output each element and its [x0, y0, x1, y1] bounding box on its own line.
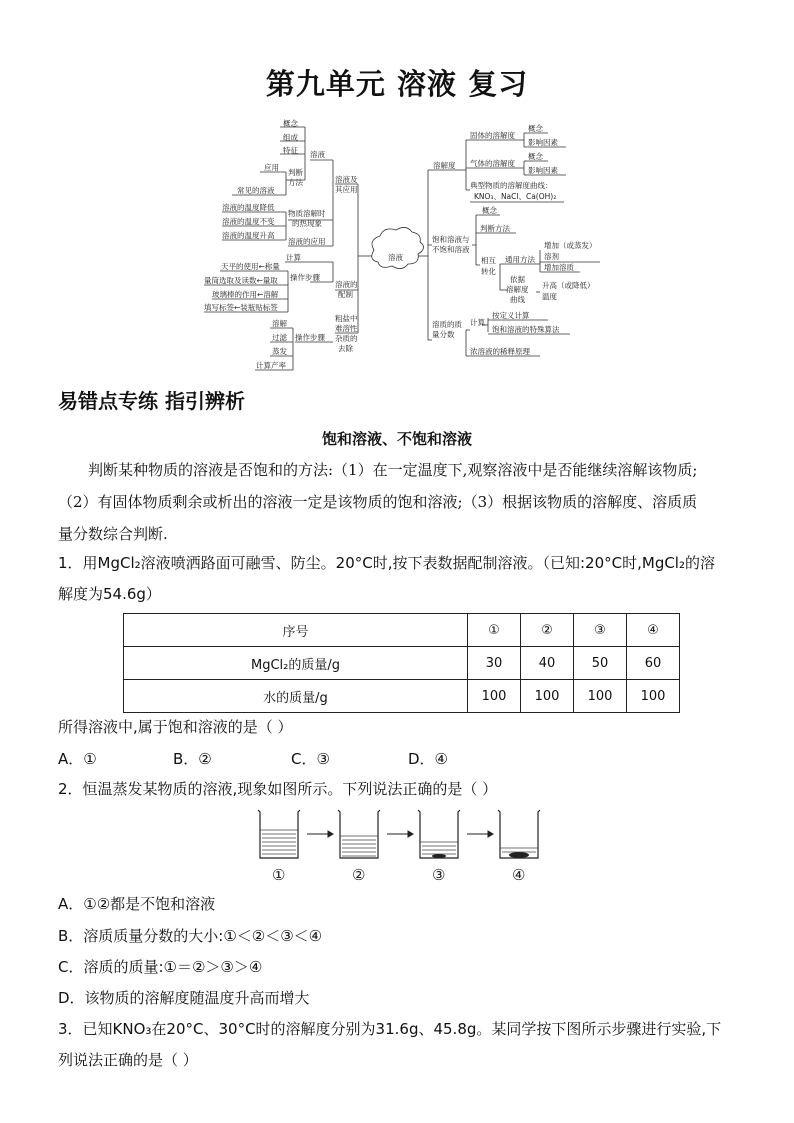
table-row — [124, 680, 680, 713]
crystal-deposit — [509, 852, 529, 858]
mindmap-node-label: 计算 — [286, 253, 301, 262]
q3-stem-line-1: 3．已知KNO₃在20°C、30°C时的溶解度分别为31.6g、45.8g。某同学按下图所示步骤进行实验,下 — [58, 1020, 722, 1038]
table-cell: 30 — [468, 647, 521, 680]
mindmap-node-label: 蒸发 — [272, 347, 287, 356]
concept-mind-map — [0, 110, 794, 380]
table-cell: 100 — [521, 680, 574, 713]
q2-stem: 2．恒温蒸发某物质的溶液,现象如图所示。下列说法正确的是（ ） — [58, 780, 498, 798]
mindmap-node-label: 通用方法 — [505, 255, 535, 264]
mindmap-node-label: 其应用 — [335, 185, 358, 194]
table-cell: 60 — [627, 647, 680, 680]
mindmap-node-label: 转化 — [481, 267, 496, 276]
mindmap-node-label: 相互 — [481, 256, 496, 265]
table-cell: ① — [468, 614, 521, 647]
mindmap-node-label: 组成 — [283, 133, 298, 142]
mindmap-node-label: 溶液的应用 — [288, 237, 326, 246]
beaker-label: ③ — [432, 866, 446, 884]
mindmap-node-label: 溶液的温度升高 — [222, 231, 275, 240]
q1-stem-line-1: 1．用MgCl₂溶液喷洒路面可融雪、防尘。20°C时,按下表数据配制溶液。（已知:20°C时,MgCl₂的溶 — [58, 554, 715, 572]
mindmap-node-label: 溶液的 — [335, 280, 358, 289]
mindmap-node-label: 不饱和溶液 — [432, 245, 470, 254]
mindmap-node-label: 物质溶解时 — [288, 209, 326, 218]
q1-stem-line-2: 解度为54.6g） — [58, 585, 161, 603]
mindmap-node-label: 杂质的 — [335, 334, 358, 343]
mindmap-node-label: 饱和溶液与 — [432, 235, 470, 244]
mindmap-node-label: 难溶性 — [335, 324, 358, 333]
mindmap-node-label: KNO₃、NaCl、Ca(OH)₂ — [474, 192, 557, 201]
table-cell: 100 — [627, 680, 680, 713]
mindmap-node-label: 操作步骤 — [290, 273, 320, 282]
mindmap-node-label: 曲线 — [510, 295, 525, 304]
mindmap-node-label: 概念 — [482, 206, 497, 215]
q1-option-d: D．④ — [408, 750, 448, 768]
crystal-deposit — [432, 854, 446, 858]
mindmap-node-label: 填写标签←装瓶贴标签 — [204, 303, 278, 312]
table-row — [124, 614, 680, 647]
mindmap-node-label: 溶解 — [272, 319, 287, 328]
intro-line-3: 量分数综合判断. — [58, 525, 168, 543]
mindmap-node-label: 量筒选取及读数←量取 — [204, 276, 278, 285]
mindmap-node-label: 玻璃棒的作用←溶解 — [212, 290, 279, 299]
page-title: 第九单元 溶液 复习 — [265, 67, 529, 101]
mindmap-node-label: 判断 — [288, 168, 303, 177]
beaker-2 — [338, 810, 380, 858]
mindmap-node-label: 典型物质的溶解度曲线： — [470, 181, 553, 190]
beaker-label: ④ — [512, 866, 526, 884]
q2-option-d: D．该物质的溶解度随温度升高而增大 — [58, 989, 310, 1007]
table-cell: ④ — [627, 614, 680, 647]
mindmap-node-label: 溶解度 — [433, 161, 456, 170]
mindmap-node-label: 计算产率 — [256, 361, 286, 370]
q1-option-b: B．② — [173, 750, 212, 768]
beaker-3 — [418, 810, 460, 858]
q1-data-table — [123, 613, 680, 713]
mindmap-node-label: 影响因素 — [528, 166, 558, 175]
table-cell: ② — [521, 614, 574, 647]
mindmap-node-label: 溶质的质 — [432, 320, 462, 329]
sub-heading: 饱和溶液、不饱和溶液 — [321, 430, 472, 448]
mindmap-node-label: 影响因素 — [528, 138, 558, 147]
mindmap-node-label: 增加溶质 — [544, 263, 574, 272]
beaker-4 — [498, 810, 540, 858]
mindmap-node-label: 溶解度 — [506, 285, 529, 294]
mindmap-node-label: 计算 — [470, 318, 485, 327]
q1-question: 所得溶液中,属于饱和溶液的是（ ） — [58, 718, 293, 736]
mindmap-node-label: 溶液的温度降低 — [222, 203, 275, 212]
table-cell: 100 — [468, 680, 521, 713]
beaker-label: ① — [272, 866, 286, 884]
mindmap-node-label: 概念 — [528, 152, 543, 161]
q1-option-a: A．① — [58, 750, 97, 768]
intro-line-1: 判断某种物质的溶液是否饱和的方法:（1）在一定温度下,观察溶液中是否能继续溶解该物质; — [88, 461, 698, 479]
center-label: 溶液 — [388, 253, 403, 262]
mindmap-node-label: 应用 — [264, 163, 279, 172]
intro-line-2: （2）有固体物质剩余或析出的溶液一定是该物质的饱和溶液;（3）根据该物质的溶解度、溶质质 — [58, 493, 698, 511]
mindmap-node-label: 过滤 — [272, 333, 287, 342]
mindmap-node-label: 量分数 — [432, 330, 455, 339]
mindmap-node-label: 气体的溶解度 — [470, 159, 515, 168]
mindmap-node-label: 依据 — [510, 275, 525, 284]
mindmap-node-label: 增加（或蒸发） — [544, 241, 597, 250]
mindmap-node-label: 方法 — [288, 178, 303, 187]
table-cell: ③ — [574, 614, 627, 647]
mindmap-node-label: 升高（或降低） — [542, 281, 595, 290]
table-cell: 序号 — [124, 614, 468, 647]
table-cell: 40 — [521, 647, 574, 680]
mindmap-node-label: 去除 — [338, 344, 353, 353]
beaker-evaporation-figure — [250, 808, 550, 888]
table-cell: 50 — [574, 647, 627, 680]
mindmap-node-label: 溶液及 — [335, 175, 358, 184]
q3-stem-line-2: 列说法正确的是（ ） — [58, 1051, 198, 1069]
mindmap-node-label: 操作步骤 — [295, 333, 325, 342]
mindmap-node-label: 溶液的温度不变 — [222, 217, 275, 226]
table-cell: 100 — [574, 680, 627, 713]
q2-option-b: B．溶质质量分数的大小:①＜②＜③＜④ — [58, 927, 323, 945]
section-heading: 易错点专练 指引辨析 — [58, 389, 245, 413]
mindmap-node-label: 判断方法 — [480, 224, 510, 233]
mindmap-node-label: 粗盐中 — [335, 314, 358, 323]
mindmap-node-label: 溶液 — [310, 150, 325, 159]
center-cloud-shape — [372, 227, 424, 268]
mindmap-node-label: 概念 — [528, 124, 543, 133]
mindmap-node-label: 浓溶液的稀释原理 — [470, 347, 530, 356]
mindmap-node-label: 溶剂 — [544, 252, 559, 261]
mindmap-node-label: 饱和溶液的特殊算法 — [492, 325, 560, 334]
beaker-label: ② — [352, 866, 366, 884]
mindmap-node-label: 特征 — [283, 146, 298, 155]
q1-option-c: C．③ — [291, 750, 330, 768]
table-row — [124, 647, 680, 680]
q2-option-c: C．溶质的质量:①＝②＞③＞④ — [58, 958, 263, 976]
mindmap-node-label: 温度 — [542, 292, 557, 301]
mindmap-node-label: 配制 — [338, 290, 353, 299]
table-cell: 水的质量/g — [124, 680, 468, 713]
q2-option-a: A．①②都是不饱和溶液 — [58, 895, 216, 913]
mindmap-node-label: 按定义计算 — [492, 311, 530, 320]
table-cell: MgCl₂的质量/g — [124, 647, 468, 680]
mindmap-node-label: 天平的使用←称量 — [221, 262, 280, 271]
mindmap-node-label: 固体的溶解度 — [470, 131, 515, 140]
mindmap-node-label: 常见的溶液 — [237, 186, 275, 195]
mindmap-node-label: 的热现象 — [292, 219, 322, 228]
mindmap-node-label: 概念 — [283, 119, 298, 128]
